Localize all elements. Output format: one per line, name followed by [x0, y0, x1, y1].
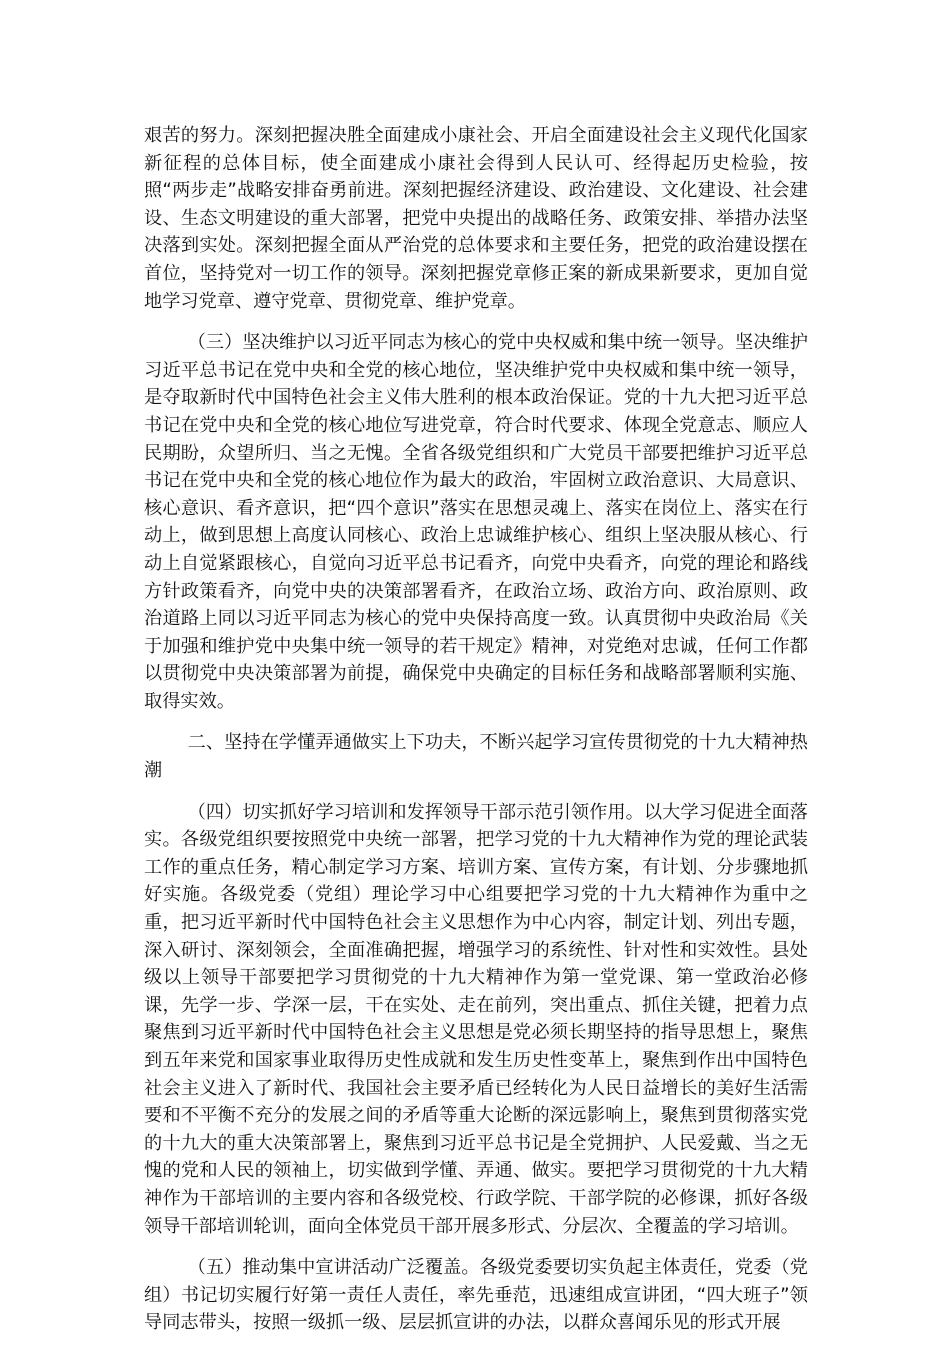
paragraph-section-5: （五）推动集中宣讲活动广泛覆盖。各级党委要切实负起主体责任，党委（党组）书记切实履行好第一责任人责任，率先垂范，迅速组成宣讲团，“四大班子”领导同志带头，按照一级抓一级、层层抓宣讲的办法，以群众喜闻乐见的形式开展: [144, 1257, 808, 1334]
section-heading-2: 二、坚持在学懂弄通做实上下功夫，不断兴起学习宣传贯彻党的十九大精神热潮: [144, 732, 808, 782]
paragraph-section-4: （四）切实抓好学习培训和发挥领导干部示范引领作用。以大学习促进全面落实。各级党组织要按照党中央统一部署，把学习党的十九大精神作为党的理论武装工作的重点任务，精心制定学习方案、培训方案、宣传方案，有计划、分步骤地抓好实施。各级党委（党组）理论学习中心组要把学习党的十九大精神作为重中之重，把习近平新时代中国特色社会主义思想作为中心内容，制定计划、列出专题，深入研讨、深刻领会，全面准确把握，增强学习的系统性、针对性和实效性。县处级以上领导干部要把学习贯彻党的十九大精神作为第一堂党课、第一堂政治必修课，先学一步、学深一层，干在实处、走在前列，突出重点、抓住关键，把着力点聚焦到习近平新时代中国特色社会主义思想是党必须长期坚持的指导思想上，聚焦到五年来党和国家事业取得历史性成就和发生历史性变革上，聚焦到作出中国特色社会主义进入了新时代、我国社会主要矛盾已经转化为人民日益增长的美好生活需要和不平衡不充分的发展之间的矛盾等重大论断的深远影响上，聚焦到贯彻落实党的十九大的重大决策部署上，聚焦到习近平总书记是全党拥护、人民爱戴、当之无愧的党和人民的领袖上，切实做到学懂、弄通、做实。要把学习贯彻党的十九大精神作为干部培训的主要内容和各级党校、行政学院、干部学院的必修课，抓好各级领导干部培训轮训，面向全体党员干部开展多形式、分层次、全覆盖的学习培训。: [144, 801, 808, 1237]
document-page: [144, 122, 808, 1351]
paragraph-section-3: （三）坚决维护以习近平同志为核心的党中央权威和集中统一领导。坚决维护习近平总书记在党中央和全党的核心地位，坚决维护党中央权威和集中统一领导，是夺取新时代中国特色社会主义伟大胜利的根本政治保证。党的十九大把习近平总书记在党中央和全党的核心地位写进党章，符合时代要求、体现全党意志、顺应人民期盼，众望所归、当之无愧。全省各级党组织和广大党员干部要把维护习近平总书记在党中央和全党的核心地位作为最大的政治，牢固树立政治意识、大局意识、核心意识、看齐意识，把“四个意识”落实在思想灵魂上、落实在岗位上、落实在行动上，做到思想上高度认同核心、政治上忠诚维护核心、组织上坚决服从核心、行动上自觉紧跟核心，自觉向习近平总书记看齐，向党中央看齐，向党的理论和路线方针政策看齐，向党中央的决策部署看齐，在政治立场、政治方向、政治原则、政治道路上同以习近平同志为核心的党中央保持高度一致。认真贯彻中央政治局《关于加强和维护党中央集中统一领导的若干规定》精神，对党绝对忠诚，任何工作都以贯彻党中央决策部署为前提，确保党中央确定的目标任务和战略部署顺利实施、取得实效。: [144, 332, 808, 712]
paragraph-1: 艰苦的努力。深刻把握决胜全面建成小康社会、开启全面建设社会主义现代化国家新征程的总体目标，使全面建成小康社会得到人民认可、经得起历史检验，按照“两步走”战略安排奋勇前进。深刻把握经济建设、政治建设、文化建设、社会建设、生态文明建设的重大部署，把党中央提出的战略任务、政策安排、举措办法坚决落到实处。深刻把握全面从严治党的总体要求和主要任务，把党的政治建设摆在首位，坚持党对一切工作的领导。深刻把握党章修正案的新成果新要求，更加自觉地学习党章、遵守党章、贯彻党章、维护党章。: [144, 125, 808, 312]
